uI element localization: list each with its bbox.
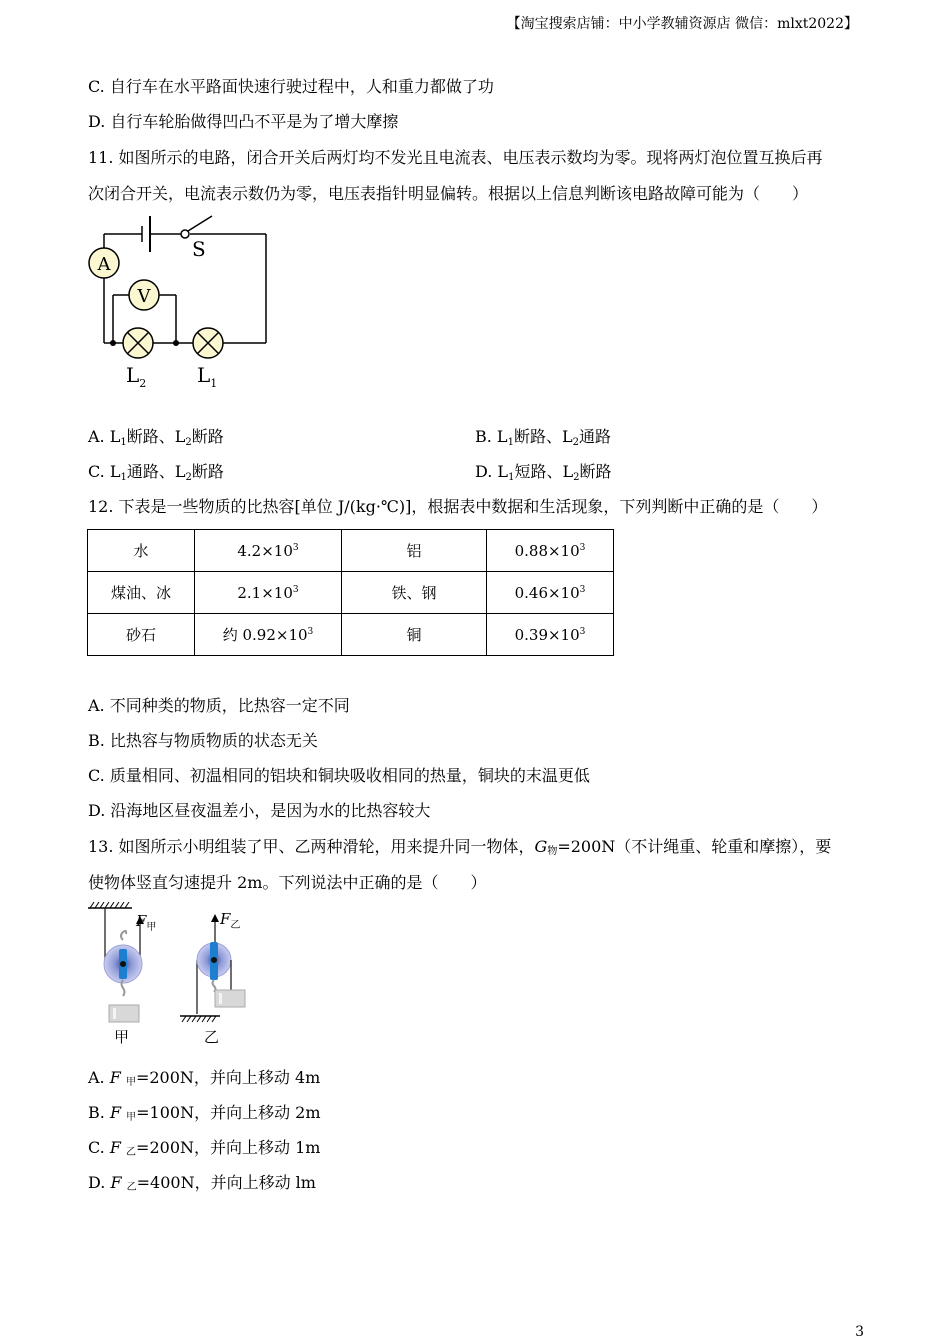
q12-option-a: A. 不同种类的物质，比热容一定不同 bbox=[88, 696, 350, 715]
table-cell: $0.88\times 10^3$ bbox=[487, 530, 614, 572]
arrow-up-yi-icon bbox=[211, 914, 219, 922]
q10-option-d: D. 自行车轮胎做得凹凸不平是为了增大摩擦 bbox=[88, 112, 399, 131]
page-number: 3 bbox=[855, 1324, 864, 1340]
lamp-l1-label: $L_1$ bbox=[197, 363, 218, 390]
table-cell: 水 bbox=[88, 530, 195, 572]
force-yi-label: $F_乙$ bbox=[220, 910, 241, 931]
page-header: 【淘宝搜索店铺：中小学教辅资源店 微信：mlxt2022】 bbox=[506, 16, 858, 32]
q12-option-d: D. 沿海地区昼夜温差小，是因为水的比热容较大 bbox=[88, 801, 431, 820]
table-cell: $4.2\times 10^3$ bbox=[195, 530, 342, 572]
q13-stem-line2: 使物体竖直匀速提升 2m。下列说法中正确的是（ ） bbox=[88, 873, 487, 892]
table-row bbox=[88, 614, 614, 656]
table-cell: $0.46\times 10^3$ bbox=[487, 572, 614, 614]
table-cell: 约 $0.92\times 10^3$ bbox=[195, 614, 342, 656]
table-row bbox=[88, 572, 614, 614]
switch-blade bbox=[188, 216, 212, 231]
junction-right bbox=[173, 340, 179, 346]
table-cell: $0.39\times 10^3$ bbox=[487, 614, 614, 656]
q11-option-c: C. $L_1$通路、$L_2$断路 bbox=[88, 462, 224, 483]
q10-option-c: C. 自行车在水平路面快速行驶过程中，人和重力都做了功 bbox=[88, 77, 494, 96]
q13-option-b: B. F $_甲$=100N，并向上移动 2m bbox=[88, 1103, 321, 1123]
pulley-figure bbox=[84, 902, 259, 1050]
q12-stem: 12. 下表是一些物质的比热容[单位 J/(kg·℃)]，根据表中数据和生活现象，下列判断中正确的是（ ） bbox=[88, 497, 828, 516]
lamp-l2-label: $L_2$ bbox=[126, 363, 147, 390]
table-cell: 砂石 bbox=[88, 614, 195, 656]
q13-option-a: A. F $_甲$=200N，并向上移动 4m bbox=[88, 1068, 321, 1088]
q13-option-c: C. F $_乙$=200N，并向上移动 1m bbox=[88, 1138, 321, 1158]
label-yi: 乙 bbox=[204, 1028, 220, 1046]
q11-stem-line2: 次闭合开关，电流表示数仍为零，电压表指针明显偏转。根据以上信息判断该电路故障可能为（ ） bbox=[88, 184, 809, 203]
table-row bbox=[88, 530, 614, 572]
table-cell: 铝 bbox=[342, 530, 487, 572]
q11-option-d: D. $L_1$短路、$L_2$断路 bbox=[475, 462, 612, 483]
q11-option-b: B. $L_1$断路、$L_2$通路 bbox=[475, 427, 611, 448]
force-jia-label: $F_甲$ bbox=[136, 912, 157, 933]
q13-option-d: D. F $_乙$=400N，并向上移动 lm bbox=[88, 1173, 316, 1193]
specific-heat-table bbox=[87, 529, 614, 656]
table-cell: 铁、钢 bbox=[342, 572, 487, 614]
q11-option-a: A. $L_1$断路、$L_2$断路 bbox=[88, 427, 224, 448]
junction-left bbox=[110, 340, 116, 346]
q11-stem-line1: 11. 如图所示的电路，闭合开关后两灯均不发光且电流表、电压表示数均为零。现将两灯泡位置互换后再 bbox=[88, 148, 823, 167]
table-cell: 铜 bbox=[342, 614, 487, 656]
switch-pivot bbox=[181, 230, 189, 238]
q12-option-b: B. 比热容与物质物质的状态无关 bbox=[88, 731, 318, 750]
q13-stem-line1: 13. 如图所示小明组装了甲、乙两种滑轮，用来提升同一物体，$G_物=200N$（不计绳重、轮重和摩擦），要 bbox=[88, 837, 832, 857]
q12-option-c: C. 质量相同、初温相同的铝块和铜块吸收相同的热量，铜块的末温更低 bbox=[88, 766, 590, 785]
switch-label: S bbox=[192, 237, 206, 261]
ammeter-label: A bbox=[97, 254, 111, 275]
label-jia: 甲 bbox=[114, 1028, 130, 1046]
circuit-diagram bbox=[84, 212, 274, 392]
voltmeter-label: V bbox=[137, 286, 151, 307]
table-cell: 煤油、冰 bbox=[88, 572, 195, 614]
table-cell: $2.1\times 10^3$ bbox=[195, 572, 342, 614]
